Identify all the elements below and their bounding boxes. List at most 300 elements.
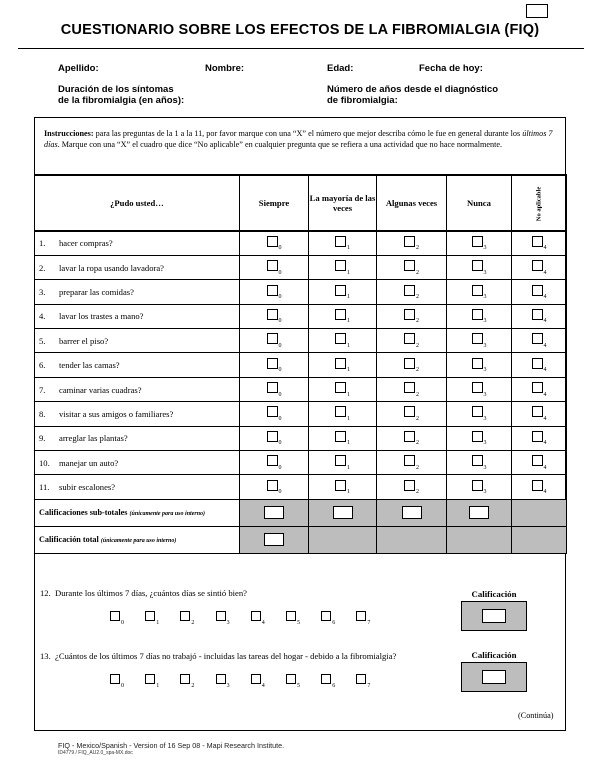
answer-checkbox[interactable] xyxy=(472,236,483,247)
answer-cell xyxy=(240,255,309,279)
score-subscript: 3 xyxy=(483,293,487,300)
anios-line-2: de fibromialgia: xyxy=(327,95,398,106)
subtotal-row-cell xyxy=(447,499,512,526)
answer-checkbox[interactable] xyxy=(404,382,415,393)
answer-checkbox[interactable] xyxy=(404,285,415,296)
table-row xyxy=(35,329,567,353)
instructions-text-a: para las preguntas de la 1 a la 11, por favor marque con una “X” el número que mejor describa cómo le fue en general durante los xyxy=(93,129,523,138)
q12-calificacion-input[interactable] xyxy=(482,609,506,623)
day-checkbox[interactable] xyxy=(180,611,190,621)
score-subscript: 0 xyxy=(278,342,282,349)
question-number: 6. xyxy=(39,360,46,371)
score-subscript: 4 xyxy=(543,415,547,422)
score-subscript: 4 xyxy=(543,269,547,276)
corner-id-box xyxy=(526,4,548,18)
day-checkbox[interactable] xyxy=(286,611,296,621)
table-row xyxy=(35,426,567,450)
total-row-cell xyxy=(309,526,377,553)
subtotal-row-label xyxy=(35,499,240,526)
score-subscript: 0 xyxy=(278,391,282,398)
score-subscript: 3 xyxy=(483,318,487,325)
day-checkbox[interactable] xyxy=(180,674,190,684)
activity-question xyxy=(35,255,240,279)
answer-checkbox[interactable] xyxy=(472,455,483,466)
activity-question xyxy=(35,426,240,450)
answer-cell xyxy=(240,353,309,377)
answer-checkbox[interactable] xyxy=(472,382,483,393)
total-row-cell xyxy=(447,526,512,553)
answer-checkbox[interactable] xyxy=(404,333,415,344)
answer-checkbox[interactable] xyxy=(267,455,278,466)
day-checkbox[interactable] xyxy=(145,611,155,621)
answer-cell xyxy=(309,475,377,499)
question-number: 1. xyxy=(39,238,46,249)
answer-cell xyxy=(512,451,567,475)
q13-calificacion-label: Calificación xyxy=(471,650,517,660)
score-input-box[interactable] xyxy=(333,506,353,519)
q13-scale-item xyxy=(251,674,265,689)
score-subscript: 0 xyxy=(278,415,282,422)
answer-checkbox[interactable] xyxy=(335,431,346,442)
score-subscript: 4 xyxy=(543,367,547,374)
score-subscript: 4 xyxy=(543,318,547,325)
day-value: 3 xyxy=(226,619,230,626)
instructions-emphasis: últimos 7 días xyxy=(44,129,553,149)
day-checkbox[interactable] xyxy=(145,674,155,684)
answer-cell xyxy=(512,475,567,499)
day-value: 1 xyxy=(156,619,160,626)
answer-checkbox[interactable] xyxy=(532,406,543,417)
score-subscript: 3 xyxy=(483,391,487,398)
score-subscript: 0 xyxy=(278,269,282,276)
answer-checkbox[interactable] xyxy=(267,431,278,442)
answer-cell xyxy=(309,280,377,304)
answer-cell xyxy=(309,353,377,377)
activity-question xyxy=(35,475,240,499)
q13-number: 13. xyxy=(40,651,51,661)
day-value: 0 xyxy=(121,619,124,626)
answer-checkbox[interactable] xyxy=(267,480,278,491)
title-divider xyxy=(18,48,584,49)
answer-checkbox[interactable] xyxy=(335,260,346,271)
nombre-label: Nombre: xyxy=(205,63,245,74)
q12-scale-item xyxy=(180,611,194,626)
answer-checkbox[interactable] xyxy=(472,333,483,344)
score-subscript: 4 xyxy=(543,440,547,447)
table-row xyxy=(35,377,567,401)
q13-calificacion-input[interactable] xyxy=(482,670,506,684)
answer-checkbox[interactable] xyxy=(404,431,415,442)
answer-checkbox[interactable] xyxy=(532,285,543,296)
subtotal-row-cell xyxy=(240,499,309,526)
score-subscript: 3 xyxy=(483,440,487,447)
answer-cell xyxy=(377,304,447,328)
q13-scale-item xyxy=(145,674,159,689)
col-algunas: Algunas veces xyxy=(377,175,447,231)
anios-diagnostico-label xyxy=(327,84,498,106)
answer-checkbox[interactable] xyxy=(472,406,483,417)
answer-cell xyxy=(447,255,512,279)
answer-checkbox[interactable] xyxy=(404,358,415,369)
answer-cell xyxy=(447,377,512,401)
answer-cell xyxy=(240,475,309,499)
answer-cell xyxy=(309,231,377,255)
answer-cell xyxy=(377,280,447,304)
answer-checkbox[interactable] xyxy=(267,333,278,344)
score-subscript: 0 xyxy=(278,318,282,325)
day-value: 1 xyxy=(156,682,160,689)
score-subscript: 3 xyxy=(483,489,487,496)
answer-cell xyxy=(512,377,567,401)
instructions xyxy=(44,128,559,150)
answer-cell xyxy=(309,402,377,426)
answer-cell xyxy=(512,426,567,450)
activity-question xyxy=(35,402,240,426)
activity-question xyxy=(35,304,240,328)
activity-question xyxy=(35,451,240,475)
score-subscript: 3 xyxy=(483,342,487,349)
day-checkbox[interactable] xyxy=(286,674,296,684)
answer-cell xyxy=(377,402,447,426)
q13-scale-item xyxy=(321,674,335,689)
answer-checkbox[interactable] xyxy=(335,333,346,344)
table-row xyxy=(35,231,567,255)
answer-checkbox[interactable] xyxy=(472,260,483,271)
answer-checkbox[interactable] xyxy=(532,333,543,344)
score-subscript: 2 xyxy=(416,391,419,398)
col-mayoria: La mayoría de las veces xyxy=(309,175,377,231)
score-subscript: 3 xyxy=(483,245,487,252)
table-header-row xyxy=(35,175,567,231)
question-number: 8. xyxy=(39,408,46,419)
answer-checkbox[interactable] xyxy=(532,260,543,271)
answer-cell xyxy=(512,255,567,279)
answer-cell xyxy=(447,353,512,377)
score-subscript: 1 xyxy=(347,440,350,447)
answer-cell xyxy=(447,451,512,475)
duracion-line-1: Duración de los síntomas xyxy=(58,84,174,95)
answer-checkbox[interactable] xyxy=(404,309,415,320)
answer-cell xyxy=(447,280,512,304)
activity-question xyxy=(35,329,240,353)
day-value: 6 xyxy=(332,682,336,689)
day-value: 5 xyxy=(297,682,300,689)
answer-checkbox[interactable] xyxy=(335,382,346,393)
answer-checkbox[interactable] xyxy=(472,285,483,296)
score-subscript: 0 xyxy=(278,489,282,496)
score-subscript: 3 xyxy=(483,464,487,471)
score-subscript: 0 xyxy=(278,464,282,471)
q13-scale-item xyxy=(356,674,370,689)
q13-scale-item xyxy=(286,674,300,689)
table-row xyxy=(35,402,567,426)
question-text: visitar a sus amigos o familiares? xyxy=(59,408,174,419)
table-row xyxy=(35,304,567,328)
answer-checkbox[interactable] xyxy=(532,382,543,393)
day-checkbox[interactable] xyxy=(251,674,261,684)
activity-question xyxy=(35,353,240,377)
question-text: tender las camas? xyxy=(59,360,120,371)
answer-checkbox[interactable] xyxy=(472,480,483,491)
answer-checkbox[interactable] xyxy=(404,260,415,271)
question-header: ¿Pudo usted… xyxy=(35,175,240,231)
score-subscript: 1 xyxy=(347,318,350,325)
answer-checkbox[interactable] xyxy=(472,431,483,442)
answer-cell xyxy=(447,231,512,255)
answer-cell xyxy=(512,402,567,426)
score-input-box[interactable] xyxy=(402,506,422,519)
answer-cell xyxy=(309,304,377,328)
score-input-box[interactable] xyxy=(264,506,284,519)
answer-cell xyxy=(447,329,512,353)
answer-cell xyxy=(240,426,309,450)
q13-scale-item xyxy=(216,674,230,689)
answer-cell xyxy=(377,426,447,450)
answer-checkbox[interactable] xyxy=(335,480,346,491)
day-value: 2 xyxy=(191,682,195,689)
answer-checkbox[interactable] xyxy=(404,480,415,491)
answer-checkbox[interactable] xyxy=(532,309,543,320)
day-value: 6 xyxy=(332,619,336,626)
day-checkbox[interactable] xyxy=(321,611,331,621)
table-row xyxy=(35,451,567,475)
score-subscript: 3 xyxy=(483,367,487,374)
question-text: hacer compras? xyxy=(59,238,113,249)
score-subscript: 0 xyxy=(278,245,282,252)
question-number: 4. xyxy=(39,311,46,322)
day-value: 5 xyxy=(297,619,300,626)
score-subscript: 4 xyxy=(543,489,547,496)
answer-checkbox[interactable] xyxy=(335,406,346,417)
score-subscript: 0 xyxy=(278,367,282,374)
continua-label: (Continúa) xyxy=(518,711,554,720)
q12-scale-item xyxy=(286,611,300,626)
q12-calificacion-label: Calificación xyxy=(471,589,517,599)
answer-cell xyxy=(309,451,377,475)
question-text: preparar las comidas? xyxy=(59,286,134,297)
score-subscript: 4 xyxy=(543,342,547,349)
answer-checkbox[interactable] xyxy=(532,358,543,369)
q12-scale-item xyxy=(145,611,159,626)
day-value: 7 xyxy=(367,682,371,689)
score-subscript: 1 xyxy=(347,489,350,496)
answer-checkbox[interactable] xyxy=(267,236,278,247)
answer-cell xyxy=(512,353,567,377)
answer-checkbox[interactable] xyxy=(472,358,483,369)
score-subscript: 1 xyxy=(347,269,350,276)
question-number: 10. xyxy=(39,457,50,468)
day-checkbox[interactable] xyxy=(251,611,261,621)
answer-cell xyxy=(512,304,567,328)
day-checkbox[interactable] xyxy=(110,611,120,621)
answer-cell xyxy=(512,231,567,255)
day-checkbox[interactable] xyxy=(216,674,226,684)
question-number: 2. xyxy=(39,262,46,273)
score-subscript: 2 xyxy=(416,489,419,496)
day-checkbox[interactable] xyxy=(321,674,331,684)
q12-text: Durante los últimos 7 días, ¿cuántos días se sintió bien? xyxy=(55,588,247,598)
answer-checkbox[interactable] xyxy=(267,358,278,369)
answer-cell xyxy=(377,451,447,475)
total-row-note: (únicamente para uso interno) xyxy=(100,538,177,545)
answer-checkbox[interactable] xyxy=(532,236,543,247)
day-checkbox[interactable] xyxy=(356,611,366,621)
score-input-box[interactable] xyxy=(469,506,489,519)
q13-text: ¿Cuántos de los últimos 7 días no trabajó - incluidas las tareas del hogar - debido a la fibromialgia? xyxy=(55,651,397,661)
day-value: 4 xyxy=(261,619,265,626)
activity-question xyxy=(35,280,240,304)
instructions-text-b: . Marque con una “X” el cuadro que dice “No aplicable” en cualquier pregunta que se refiera a una actividad que no hace normalmente. xyxy=(57,140,503,149)
anios-line-1: Número de años desde el diagnóstico xyxy=(327,84,499,95)
q12-number: 12. xyxy=(40,588,51,598)
question-text: lavar los trastes a mano? xyxy=(59,311,144,322)
subtotal-row-cell xyxy=(309,499,377,526)
col-no-aplicable-label: No aplicable xyxy=(535,186,542,222)
answer-checkbox[interactable] xyxy=(335,358,346,369)
score-subscript: 4 xyxy=(543,293,547,300)
q12-scale-item xyxy=(356,611,370,626)
day-value: 0 xyxy=(121,682,124,689)
page-title: CUESTIONARIO SOBRE LOS EFECTOS DE LA FIBROMIALGIA (FIQ) xyxy=(60,22,540,38)
q12-scale-item xyxy=(321,611,335,626)
q13-calificacion-box xyxy=(461,662,527,692)
answer-checkbox[interactable] xyxy=(472,309,483,320)
total-row-cell xyxy=(377,526,447,553)
answer-checkbox[interactable] xyxy=(404,455,415,466)
activity-question xyxy=(35,231,240,255)
day-value: 2 xyxy=(191,619,195,626)
table-row xyxy=(35,475,567,499)
answer-checkbox[interactable] xyxy=(532,480,543,491)
answer-checkbox[interactable] xyxy=(335,309,346,320)
score-subscript: 1 xyxy=(347,245,350,252)
day-checkbox[interactable] xyxy=(356,674,366,684)
q12-scale-item xyxy=(216,611,230,626)
question-text: manejar un auto? xyxy=(59,457,119,468)
answer-cell xyxy=(447,402,512,426)
answer-checkbox[interactable] xyxy=(267,309,278,320)
answer-checkbox[interactable] xyxy=(532,431,543,442)
answer-cell xyxy=(240,402,309,426)
score-subscript: 1 xyxy=(347,293,350,300)
subtotal-row-cell xyxy=(377,499,447,526)
day-checkbox[interactable] xyxy=(110,674,120,684)
answer-cell xyxy=(309,426,377,450)
q13-scale-item xyxy=(110,674,124,689)
answer-cell xyxy=(377,255,447,279)
day-checkbox[interactable] xyxy=(216,611,226,621)
answer-cell xyxy=(309,329,377,353)
answer-checkbox[interactable] xyxy=(267,406,278,417)
answer-cell xyxy=(447,426,512,450)
answer-checkbox[interactable] xyxy=(404,236,415,247)
duracion-line-2: de la fibromialgia (en años): xyxy=(58,95,185,106)
question-number: 5. xyxy=(39,335,46,346)
answer-checkbox[interactable] xyxy=(335,236,346,247)
answer-checkbox[interactable] xyxy=(335,285,346,296)
subtotal-row-title: Calificaciones sub-totales xyxy=(39,508,128,518)
col-siempre: Siempre xyxy=(240,175,309,231)
question-text: lavar la ropa usando lavadora? xyxy=(59,262,164,273)
answer-cell xyxy=(512,329,567,353)
subtotal-row xyxy=(35,499,567,526)
answer-checkbox[interactable] xyxy=(404,406,415,417)
question-text: caminar varias cuadras? xyxy=(59,384,142,395)
score-subscript: 3 xyxy=(483,415,487,422)
total-row-cell xyxy=(512,526,567,553)
footer-version: FIQ - Mexico/Spanish - Version of 16 Sep 08 - Mapi Research Institute. xyxy=(58,741,285,750)
score-subscript: 1 xyxy=(347,342,350,349)
score-subscript: 2 xyxy=(416,367,419,374)
q13-scale-item xyxy=(180,674,194,689)
answer-cell xyxy=(240,329,309,353)
day-value: 3 xyxy=(226,682,230,689)
score-subscript: 2 xyxy=(416,293,419,300)
answer-cell xyxy=(377,377,447,401)
total-row-label xyxy=(35,526,240,553)
total-row xyxy=(35,526,567,553)
score-subscript: 2 xyxy=(416,269,419,276)
q12-scale-item xyxy=(110,611,124,626)
answer-checkbox[interactable] xyxy=(267,260,278,271)
answer-cell xyxy=(377,329,447,353)
answer-cell xyxy=(240,451,309,475)
score-subscript: 3 xyxy=(483,269,487,276)
table-row xyxy=(35,353,567,377)
subtotal-row-cell xyxy=(512,499,567,526)
score-subscript: 2 xyxy=(416,318,419,325)
table-row xyxy=(35,255,567,279)
question-number: 11. xyxy=(39,482,50,493)
answer-cell xyxy=(240,280,309,304)
score-input-box[interactable] xyxy=(264,533,284,546)
score-subscript: 2 xyxy=(416,464,419,471)
apellido-label: Apellido: xyxy=(58,63,99,74)
footer-doc-id: ID4779 / FIQ_AU2.0_spa-MX.doc xyxy=(58,750,133,756)
question-text: subir escalones? xyxy=(59,482,116,493)
score-subscript: 0 xyxy=(278,293,282,300)
answer-cell xyxy=(512,280,567,304)
score-subscript: 1 xyxy=(347,391,350,398)
question-number: 3. xyxy=(39,286,46,297)
q12-scale-item xyxy=(251,611,265,626)
question-text: arreglar las plantas? xyxy=(59,433,128,444)
answer-cell xyxy=(240,304,309,328)
q13-question xyxy=(40,651,396,661)
answer-checkbox[interactable] xyxy=(267,382,278,393)
answer-checkbox[interactable] xyxy=(267,285,278,296)
score-subscript: 4 xyxy=(543,245,547,252)
total-row-cell xyxy=(240,526,309,553)
score-subscript: 4 xyxy=(543,391,547,398)
table-row xyxy=(35,280,567,304)
answer-cell xyxy=(240,377,309,401)
answer-checkbox[interactable] xyxy=(532,455,543,466)
answer-cell xyxy=(377,231,447,255)
day-value: 4 xyxy=(261,682,265,689)
score-subscript: 0 xyxy=(278,440,282,447)
duracion-label xyxy=(58,84,184,106)
answer-cell xyxy=(309,255,377,279)
total-row-title: Calificación total xyxy=(39,535,99,545)
question-number: 9. xyxy=(39,433,46,444)
col-no-aplicable xyxy=(512,175,567,231)
answer-cell xyxy=(377,475,447,499)
answer-checkbox[interactable] xyxy=(335,455,346,466)
activity-question xyxy=(35,377,240,401)
score-subscript: 2 xyxy=(416,342,419,349)
col-nunca: Nunca xyxy=(447,175,512,231)
